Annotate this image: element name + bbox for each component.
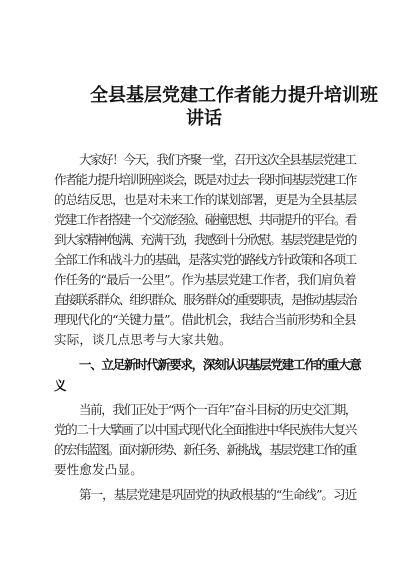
document-title-line-1: 全县基层党建工作者能力提升培训班 <box>90 85 378 106</box>
intro-line: 的总结反思，也是对未来工作的谋划部署，更是为全县基层 <box>54 192 357 207</box>
section-1-heading-continuation: 义 <box>54 378 67 393</box>
section-1-line: 第一，基层党建是巩固党的执政根基的“生命线”。习近 <box>79 487 357 502</box>
section-1-line: 党的二十大擘画了以中国式现代化全面推进中华民族伟大复兴 <box>54 422 356 437</box>
intro-line: 全部工作和战斗力的基础，是落实党的路线方针政策和各项工 <box>54 252 356 267</box>
intro-line: 党建工作者搭建一个交流经验、碰撞思想、共同提升的平台。看 <box>54 212 356 227</box>
intro-line: 直接联系群众、组织群众、服务群众的重要职责，是推动基层治 <box>54 292 356 307</box>
document-title-line-2: 讲话 <box>186 108 222 129</box>
intro-line: 理现代化的“关键力量”。借此机会，我结合当前形势和全县 <box>54 312 356 327</box>
intro-line: 大家好！今天，我们齐聚一堂，召开这次全县基层党建工 <box>79 152 356 167</box>
section-1-line: 要性愈发凸显。 <box>54 462 143 477</box>
section-1-line: 当前，我们正处于“两个一百年”奋斗目标的历史交汇期， <box>79 402 356 417</box>
intro-line: 到大家精神饱满、充满干劲，我感到十分欣慰。基层党建是党的 <box>54 232 356 247</box>
intro-line: 作者能力提升培训班座谈会，既是对过去一段时间基层党建工作 <box>54 172 356 187</box>
intro-line: 作任务的“最后一公里”。作为基层党建工作者，我们肩负着 <box>54 272 356 287</box>
section-1-line: 的宏伟蓝图。面对新形势、新任务、新挑战，基层党建工作的重 <box>54 442 356 457</box>
section-1-heading: 一、立足新时代新要求，深刻认识基层党建工作的重大意 <box>79 357 361 372</box>
intro-line: 实际，谈几点思考与大家共勉。 <box>54 332 232 347</box>
